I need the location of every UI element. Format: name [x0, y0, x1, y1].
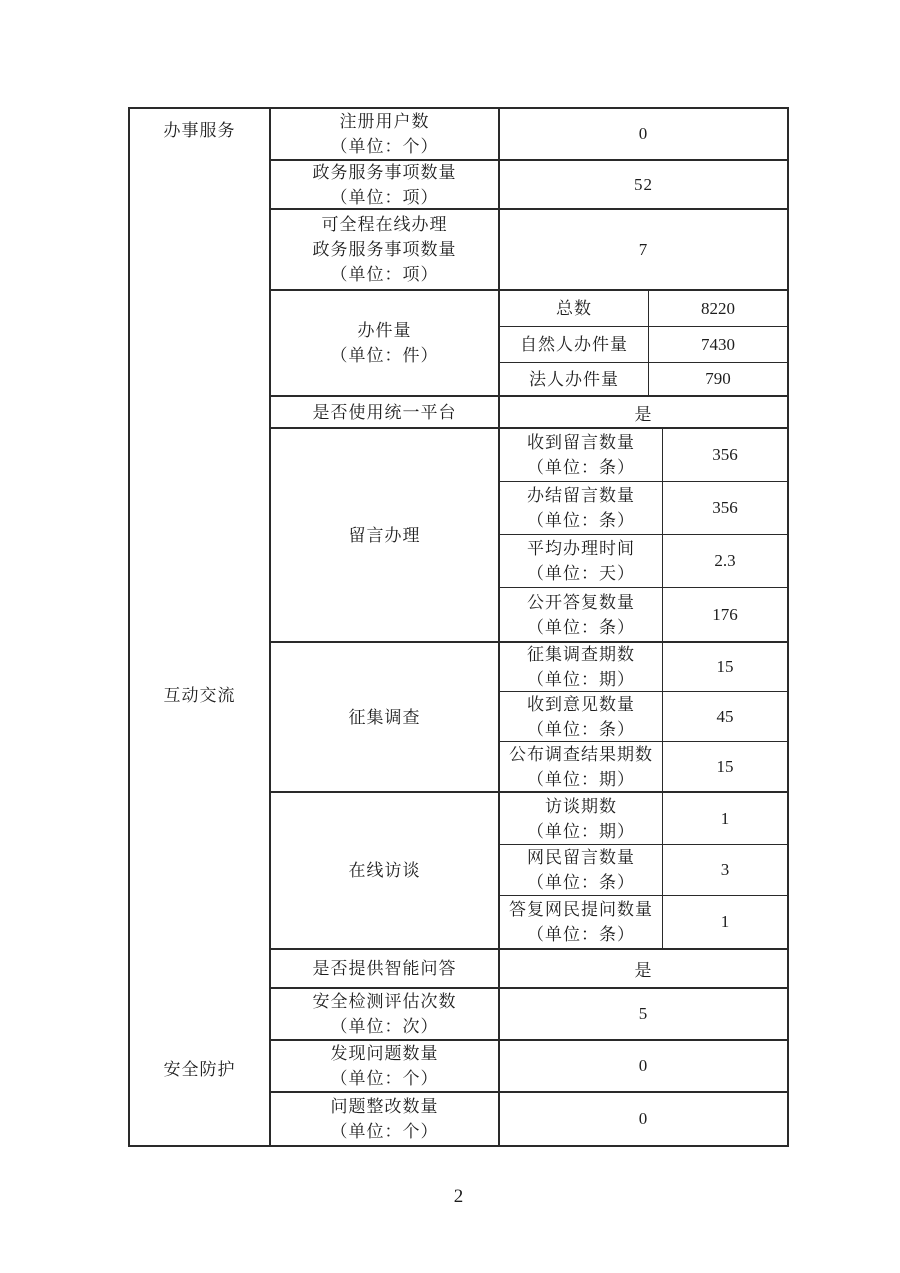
section-anquan-fanghu [130, 989, 787, 1145]
row-value: 0 [638, 1056, 649, 1075]
row-label-cell [271, 989, 500, 1039]
subrow-label: 收到意见数量 [527, 694, 635, 714]
subrow-value: 8220 [701, 298, 735, 318]
subrows [500, 291, 787, 395]
subrows [500, 793, 787, 948]
row-label: 政务服务事项数量 [312, 162, 457, 182]
subrow-label-cell [500, 588, 663, 641]
subrow-average-handling-time [500, 535, 787, 588]
row-value: 是 [634, 961, 653, 980]
subrow-label-cell [500, 845, 663, 895]
row-solicitation-survey [271, 643, 787, 793]
subrow-interview-periods [500, 793, 787, 845]
subrow-label-cell [500, 793, 663, 844]
row-label-cell [271, 291, 500, 395]
category-cell-banshi-fuwu [130, 109, 271, 397]
row-unit: （单位：项） [330, 187, 439, 207]
row-label-cell [271, 1041, 500, 1091]
subrow-opinions-received [500, 692, 787, 742]
category-label: 安全防护 [163, 1059, 236, 1079]
row-label-cell [271, 210, 500, 289]
page-number: 2 [453, 1186, 464, 1207]
subrow-netizen-messages [500, 845, 787, 896]
row-label-cell [271, 1093, 500, 1145]
subrow-unit: （单位：期） [527, 670, 635, 689]
row-unit: （单位：个） [330, 1069, 439, 1088]
row-value: 0 [638, 124, 649, 143]
row-label-line2: 政务服务事项数量 [312, 240, 457, 259]
subrow-unit: （单位：条） [527, 511, 635, 530]
subrow-unit: （单位：期） [527, 821, 635, 841]
subrow-unit: （单位：条） [527, 873, 635, 892]
row-unified-platform [271, 397, 787, 429]
row-case-volume [271, 291, 787, 397]
row-label-cell [271, 161, 500, 208]
row-label: 发现问题数量 [330, 1044, 439, 1063]
row-problems-found [271, 1041, 787, 1093]
row-unit: （单位：件） [330, 346, 439, 365]
subrow-messages-received [500, 429, 787, 482]
row-label-cell [271, 793, 500, 948]
subrow-unit: （单位：天） [527, 564, 635, 583]
subrow-label-cell [500, 482, 663, 534]
subrow-questions-answered [500, 896, 787, 948]
subrow-messages-resolved [500, 482, 787, 535]
subrow-label: 法人办件量 [500, 363, 649, 395]
subrow-label-cell [500, 643, 663, 691]
row-problems-rectified [271, 1093, 787, 1145]
row-smart-qa [271, 950, 787, 989]
row-label-line1: 可全程在线办理 [321, 215, 448, 234]
row-label: 是否提供智能问答 [312, 959, 457, 978]
category-label: 办事服务 [163, 121, 236, 140]
subrow-survey-periods [500, 643, 787, 692]
subrow-value: 3 [720, 860, 730, 879]
subrow-unit: （单位：条） [527, 925, 635, 944]
subrow-value: 1 [720, 912, 730, 931]
subrow-label: 收到留言数量 [527, 433, 635, 452]
row-label: 是否使用统一平台 [312, 402, 457, 422]
subrow-label: 办结留言数量 [527, 486, 635, 505]
subrow-value: 356 [712, 498, 738, 517]
row-value: 52 [634, 174, 653, 194]
row-label-cell [271, 109, 500, 159]
row-security-assessments [271, 989, 787, 1041]
subrow-label-cell [500, 429, 663, 481]
section-rows [271, 109, 787, 397]
section-rows [271, 989, 787, 1145]
section-banshi-fuwu [130, 109, 787, 397]
subrow-label-cell [500, 692, 663, 741]
row-label-cell [271, 397, 500, 427]
row-label: 在线访谈 [348, 861, 421, 880]
subrow-label-cell [500, 896, 663, 948]
row-online-service-items [271, 210, 787, 291]
row-unit: （单位：次） [330, 1017, 439, 1036]
subrow-results-published [500, 742, 787, 791]
subrow-label: 公布调查结果期数 [509, 744, 653, 764]
subrow-value: 176 [712, 604, 738, 624]
section-rows [271, 397, 787, 989]
row-label: 征集调查 [348, 707, 421, 727]
subrows [500, 429, 787, 641]
subrow-label-cell [500, 742, 663, 791]
subrow-label: 访谈期数 [545, 796, 617, 816]
category-cell-anquan-fanghu [130, 989, 271, 1145]
subrow-value: 356 [712, 445, 738, 464]
report-table [128, 107, 789, 1147]
row-service-items [271, 161, 787, 210]
row-label: 注册用户数 [339, 112, 430, 131]
row-value: 是 [634, 404, 653, 424]
subrow-label: 答复网民提问数量 [509, 900, 653, 919]
subrow-unit: （单位：条） [527, 458, 635, 477]
subrow-value: 790 [705, 369, 731, 388]
subrow-value: 7430 [701, 334, 735, 354]
subrow-label-cell [500, 535, 663, 587]
row-label: 留言办理 [348, 525, 421, 545]
subrow-value: 45 [716, 706, 734, 726]
subrow-legal-person [500, 363, 787, 395]
subrow-label: 平均办理时间 [527, 539, 635, 558]
subrow-unit: （单位：条） [527, 617, 635, 637]
row-message-handling [271, 429, 787, 643]
subrow-label: 公开答复数量 [527, 592, 635, 612]
row-unit: （单位：项） [330, 265, 439, 284]
row-value: 7 [638, 239, 649, 259]
row-label: 问题整改数量 [330, 1097, 439, 1116]
subrow-value: 15 [716, 756, 734, 776]
category-label: 互动交流 [163, 685, 236, 705]
subrow-label: 征集调查期数 [527, 645, 635, 664]
subrow-value: 1 [720, 808, 730, 828]
subrow-label: 自然人办件量 [500, 327, 649, 362]
row-unit: （单位：个） [330, 137, 439, 156]
subrow-unit: （单位：期） [527, 769, 635, 789]
section-hudong-jiaoliu [130, 397, 787, 989]
row-label: 安全检测评估次数 [312, 992, 457, 1011]
row-label-cell [271, 643, 500, 791]
row-value: 0 [638, 1109, 649, 1128]
subrow-total [500, 291, 787, 327]
subrow-natural-person [500, 327, 787, 363]
row-label: 办件量 [357, 321, 412, 340]
subrow-unit: （单位：条） [527, 719, 635, 739]
row-registered-users [271, 109, 787, 161]
subrow-label: 总数 [500, 291, 649, 326]
subrows [500, 643, 787, 791]
row-label-cell [271, 429, 500, 641]
row-online-interview [271, 793, 787, 950]
subrow-label: 网民留言数量 [527, 848, 635, 867]
row-label-cell [271, 950, 500, 987]
row-value: 5 [638, 1004, 649, 1023]
subrow-public-replies [500, 588, 787, 641]
category-cell-hudong-jiaoliu [130, 397, 271, 989]
subrow-value: 2.3 [714, 551, 736, 570]
subrow-value: 15 [716, 657, 734, 676]
row-unit: （单位：个） [330, 1122, 439, 1141]
